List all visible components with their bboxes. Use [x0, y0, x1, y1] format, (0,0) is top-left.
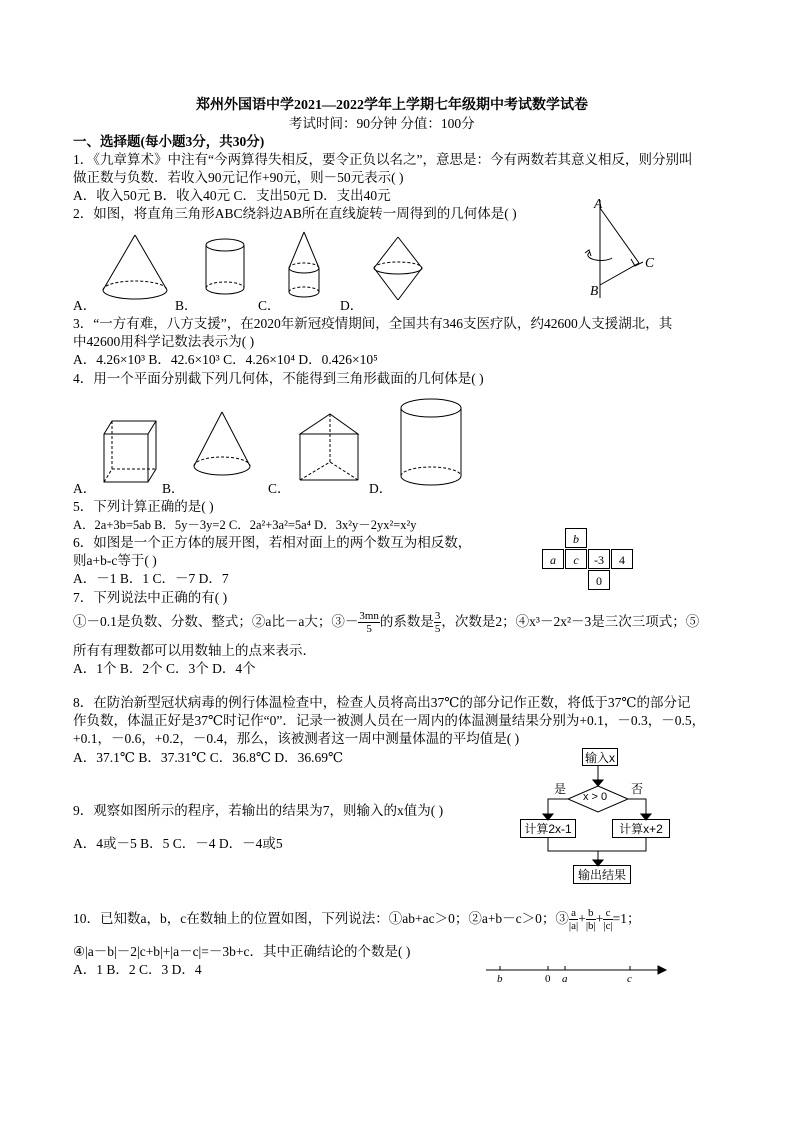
q10-options: A．1 B．2 C．3 D．4: [73, 962, 202, 977]
q7-frac-den: 5: [366, 623, 372, 636]
q8-options: A．37.1℃ B．37.31℃ C．36.8℃ D．36.69℃: [73, 750, 344, 765]
net-cell-4: 4: [611, 549, 633, 569]
q10-f3-den: |c|: [603, 920, 613, 933]
q8-line3: +0.1，－0.6，+0.2，－0.4，那么，该被测者这一周中测量体温的平均值是( ): [73, 731, 520, 746]
flow-left-box: 计算2x-1: [520, 819, 576, 838]
q7-line2: 所有有理数都可以用数轴上的点来表示．: [73, 643, 316, 658]
q1-line2: 做正数与负数．若收入90元记作+90元，则－50元表示( ): [73, 170, 404, 185]
flow-yes-label: 是: [554, 782, 567, 796]
q3-line1: 3．“一方有难，八方支援”，在2020年新冠疫情期间，全国共有346支医疗队，约42600人支援湖北，其: [73, 316, 673, 331]
net-cell-0: 0: [588, 570, 610, 590]
q2-option-b: B．: [175, 298, 198, 313]
q2-label-c: C: [645, 255, 655, 270]
q4-option-a: A．: [73, 481, 97, 496]
q1-line1: 1．《九章算术》中注有“今两算得失相反，要令正负以名之”，意思是：今有两数若其意义相反，则分别叫: [73, 152, 693, 167]
q6-options: A．－1 B．1 C．－7 D．7: [73, 571, 229, 586]
q7-options: A．1个 B．2个 C．3个 D．4个: [73, 661, 256, 676]
q4-stem: 4．用一个平面分别截下列几何体，不能得到三角形截面的几何体是( ): [73, 371, 484, 386]
q2-label-b: B: [590, 283, 599, 298]
q6-line1: 6．如图是一个正方体的展开图，若相对面上的两个数互为相反数，: [73, 535, 472, 550]
flow-no-label: 否: [631, 782, 644, 796]
q7-frac2-num: 3: [434, 610, 441, 623]
flow-output-box: 输出结果: [573, 865, 631, 884]
q2-option-a: A．: [73, 298, 97, 313]
q3-line2: 中42600用科学记数法表示为( ): [73, 334, 255, 349]
q10-f2-den: |b|: [585, 920, 596, 933]
flow-right-box: 计算x+2: [612, 819, 670, 838]
q4-option-c: C．: [268, 481, 291, 496]
q7-stem: 7．下列说法中正确的有( ): [73, 590, 228, 605]
net-cell-minus3: -3: [588, 549, 610, 569]
axis-label-b: b: [497, 973, 503, 985]
q5-stem: 5．下列计算正确的是( ): [73, 499, 214, 514]
q7-frac-num: 3mn: [359, 610, 379, 623]
q10-f2-num: b: [586, 907, 596, 920]
net-cell-b: b: [565, 528, 587, 548]
exam-title: 郑州外国语中学2021—2022学年上学期七年级期中考试数学试卷: [196, 98, 588, 113]
section-heading: 一、选择题(每小题3分，共30分): [73, 134, 265, 149]
flow-condition: x > 0: [583, 791, 608, 803]
q9-stem: 9．观察如图所示的程序，若输出的结果为7，则输入的x值为( ): [73, 803, 444, 818]
flow-input-box: 输入x: [582, 748, 618, 766]
q8-line1: 8．在防治新型冠状病毒的例行体温检查中，检查人员将高出37℃的部分记作正数，将低于37℃的部分记: [73, 695, 691, 710]
net-cell-a: a: [542, 549, 564, 569]
q10-line1: 10．已知数a，b，c在数轴上的位置如图，下列说法：①ab+ac＞0；②a+b－c＞0；③ $\frac{a}{|a|}$ + $\frac{b}{|b|}$ + $\frac{c}{|c|}$ =1；: [73, 907, 641, 933]
q2-stem: 2．如图，将直角三角形ABC绕斜边AB所在直线旋转一周得到的几何体是( ): [73, 206, 517, 221]
q10-f3-num: c: [603, 907, 612, 920]
axis-label-c: c: [627, 973, 632, 985]
net-cell-c: c: [565, 549, 587, 569]
q10-f1-num: a: [569, 907, 578, 920]
q5-options: A．2a+3b=5ab B．5y－3y=2 C．2a²+3a²=5a⁴ D．3x²y－2yx²=x²y: [73, 518, 417, 532]
q4-option-b: B．: [162, 481, 185, 496]
exam-subtitle: 考试时间：90分钟 分值：100分: [289, 116, 475, 131]
q7-frac2-den: 5: [434, 623, 441, 636]
q10-line2: ④|a－b|－2|c+b|+|a－c|=－3b+c．其中正确结论的个数是( ): [73, 944, 411, 959]
q3-options: A．4.26×10³ B．42.6×10³ C．4.26×10⁴ D．0.426×10⁵: [73, 352, 378, 367]
q2-option-d: D．: [340, 298, 364, 313]
q7-text-b: 的系数是: [379, 614, 434, 629]
q6-line2: 则a+b-c等于( ): [73, 553, 157, 568]
q7-text-a: ①－0.1是负数、分数、整式；②a比－a大；③－: [73, 614, 359, 629]
q10-text-a: 10．已知数a，b，c在数轴上的位置如图，下列说法：①ab+ac＞0；②a+b－c＞0；③: [73, 911, 569, 926]
q4-option-d: D．: [369, 481, 393, 496]
q2-option-c: C．: [258, 298, 281, 313]
axis-label-a: a: [562, 973, 568, 985]
axis-label-0: 0: [545, 973, 551, 985]
q9-options: A．4或－5 B．5 C．－4 D．－4或5: [73, 836, 283, 851]
q1-options: A．收入50元 B．收入40元 C．支出50元 D．支出40元: [73, 188, 391, 203]
q7-text-c: ，次数是2；④x³－2x²－3是三次三项式；⑤: [441, 614, 700, 629]
q10-f1-den: |a|: [568, 920, 579, 933]
q10-text-b: =1；: [612, 911, 641, 926]
q2-label-a: A: [594, 196, 603, 211]
q8-line2: 作负数，体温正好是37℃时记作“0”．记录一被测人员在一周内的体温测量结果分别为+0.1，－0.3，－0.5，: [73, 713, 706, 728]
